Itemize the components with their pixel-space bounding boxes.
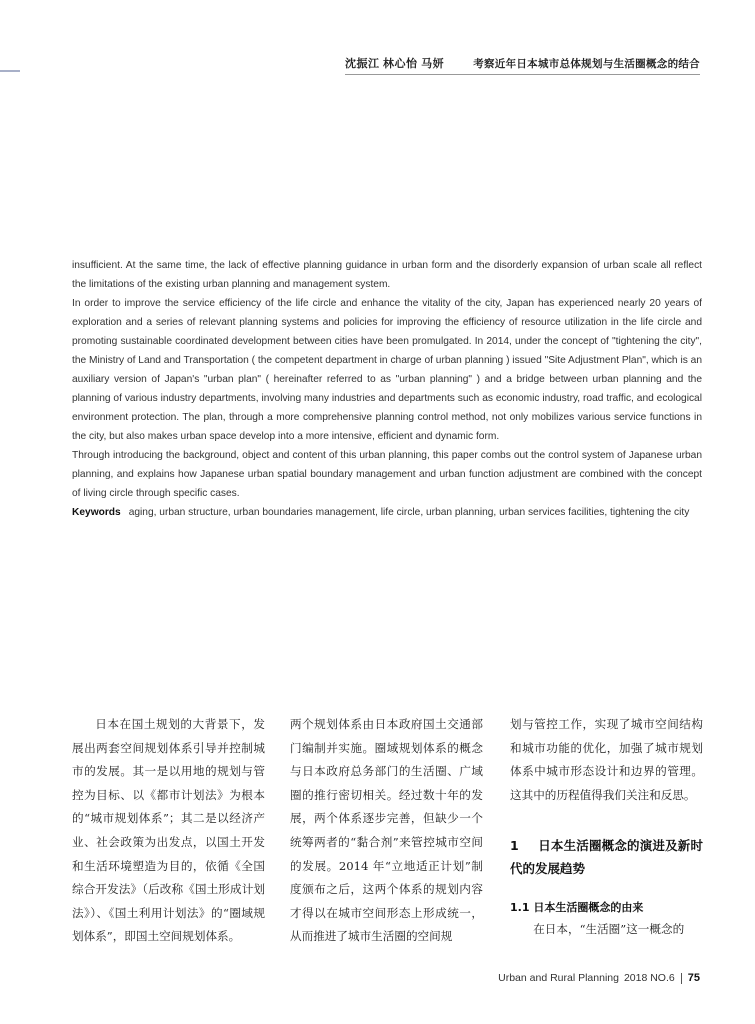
body-column-1 bbox=[72, 713, 265, 949]
keywords-line bbox=[72, 503, 702, 522]
subsection-paragraph: 在日本，“生活圈”这一概念的 bbox=[533, 922, 685, 937]
abstract-paragraph-2: In order to improve the service efficiency of the life circle and enhance the vitality of the city, Japan has experienced nearly 20 years of exploration and a series of relevant planning systems and policies for improving the efficiency of resource utilization in the life circle and promoting sustainable coordinated development between cities have been promulgated. In 2014, under the concept of "tightening the city", the Ministry of Land and Transportation ( the competent department in charge of urban planning ) issued "Site Adjustment Plan", which is an auxiliary version of Japan's "urban plan" ( hereinafter referred to as "urban planning" ) and a bridge between urban planning and the planning of various industry departments, involving many industries and departments such as economic industry, road traffic, and ecological environment protection. The plan, through a more comprehensive planning control method, not only mobilizes various service functions in the city, but also makes urban space develop into a more intensive, efficient and dynamic form. bbox=[72, 298, 702, 442]
footer-issue: 2018 NO.6 bbox=[623, 972, 675, 984]
running-header bbox=[345, 54, 700, 72]
abstract-paragraph-1: insufficient. At the same time, the lack of effective planning guidance in urban form and the disorderly expansion of urban scale all reflect the limitations of the existing urban planning and management system. bbox=[72, 260, 702, 290]
section-number: 1 bbox=[510, 838, 519, 854]
header-authors: 沈振江 林心怡 马妍 bbox=[345, 58, 445, 70]
page-footer bbox=[498, 972, 700, 984]
abstract-paragraph-3: Through introducing the background, object and content of this urban planning, this paper combs out the control system of Japanese urban planning, and explains how Japanese urban spatial boundary management and urban function adjustment are combined with the concept of living circle through specific cases. bbox=[72, 450, 702, 499]
body-paragraph-intro: 日本在国土规划的大背景下，发展出两套空间规划体系引导并控制城市的发展。其一是以用地的规划与管控为目标、以《都市计划法》为根本的“城市规划体系”；其二是以经济产业、社会政策为出发点，以国土开发和生活环境塑造为目的，依循《全国综合开发法》（后改称《国土形成计划法》）、《国土利用计划法》的“圈域规划体系”，即国土空间规划体系。 bbox=[72, 717, 265, 944]
page-number: 75 bbox=[687, 972, 700, 984]
keywords-text: aging, urban structure, urban boundaries management, life circle, urban planning, urban services facilities, tightening the city bbox=[128, 507, 690, 518]
keywords-label: Keywords bbox=[72, 507, 121, 518]
footer-journal: Urban and Rural Planning bbox=[498, 972, 619, 984]
body-paragraph-continued: 两个规划体系由日本政府国土交通部门编制并实施。圈域规划体系的概念与日本政府总务部门的生活圈、广域圈的推行密切相关。经过数十年的发展，两个体系逐步完善，但缺少一个统筹两者的“黏合剂”来管控城市空间的发展。2014 年“立地适正计划”制度颁布之后，这两个体系的规划内容才得以在城市空间形态上形成统一，从而推进了城市生活圈的空间规 bbox=[290, 717, 483, 944]
header-accent-bar bbox=[0, 70, 20, 72]
header-title: 考察近年日本城市总体规划与生活圈概念的结合 bbox=[473, 57, 700, 70]
english-abstract bbox=[72, 256, 702, 522]
header-rule bbox=[345, 74, 700, 75]
section-title: 日本生活圈概念的演进及新时代的发展趋势 bbox=[510, 838, 703, 877]
section-heading-1 bbox=[510, 834, 703, 880]
body-column-2 bbox=[290, 713, 483, 949]
body-paragraph-end: 划与管控工作，实现了城市空间结构和城市功能的优化，加强了城市规划体系中城市形态设计和边界的管理。这其中的历程值得我们关注和反思。 bbox=[510, 717, 703, 802]
footer-separator bbox=[681, 973, 682, 984]
body-column-3 bbox=[510, 713, 703, 942]
subsection-heading: 1.1 日本生活圈概念的由来 bbox=[510, 901, 644, 915]
